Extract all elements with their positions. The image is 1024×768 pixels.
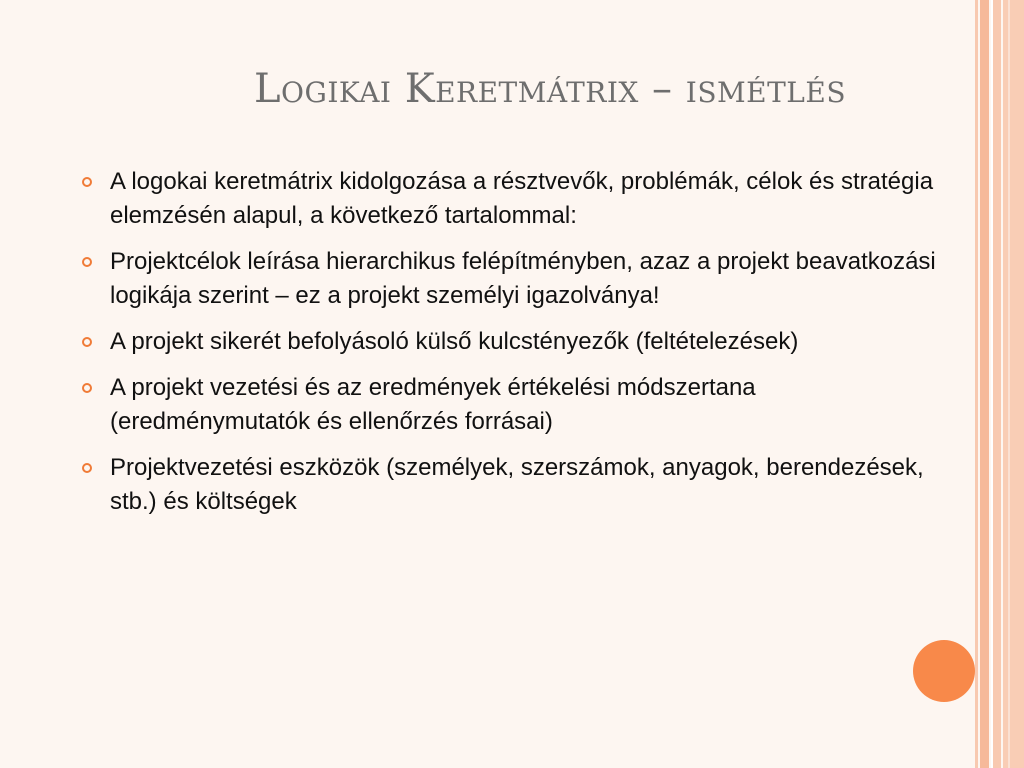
list-item-text: A projekt vezetési és az eredmények értékelési módszertana (eredménymutatók és ellenőrzés forrásai) (110, 374, 756, 435)
list-item (80, 371, 960, 439)
list-item-text: A logokai keretmátrix kidolgozása a résztvevők, problémák, célok és stratégia elemzésén alapul, a következő tartalommal: (110, 168, 934, 229)
slide-title: Logikai Keretmátrix – ismétlés (253, 66, 847, 112)
list-item-text: Projektcélok leírása hierarchikus felépítményben, azaz a projekt beavatkozási logikája szerint – ez a projekt személyi igazolványa! (110, 248, 936, 309)
ring-bullet-icon (82, 177, 92, 187)
ring-bullet-icon (82, 337, 92, 347)
ring-bullet-icon (82, 257, 92, 267)
decor-stripe (1003, 0, 1024, 768)
decor-stripe (993, 0, 1001, 768)
decor-stripe (1008, 0, 1010, 768)
bullet-list (80, 165, 960, 531)
list-item-text: Projektvezetési eszközök (személyek, szerszámok, anyagok, berendezések, stb.) és költségek (110, 454, 924, 515)
orange-circle-icon (913, 640, 975, 702)
list-item-text: A projekt sikerét befolyásoló külső kulcstényezők (feltételezések) (110, 328, 799, 355)
list-item (80, 245, 960, 313)
list-item (80, 451, 960, 519)
ring-bullet-icon (82, 383, 92, 393)
decor-stripe (980, 0, 989, 768)
decor-stripe (975, 0, 978, 768)
list-item (80, 325, 960, 359)
ring-bullet-icon (82, 463, 92, 473)
list-item (80, 165, 960, 233)
